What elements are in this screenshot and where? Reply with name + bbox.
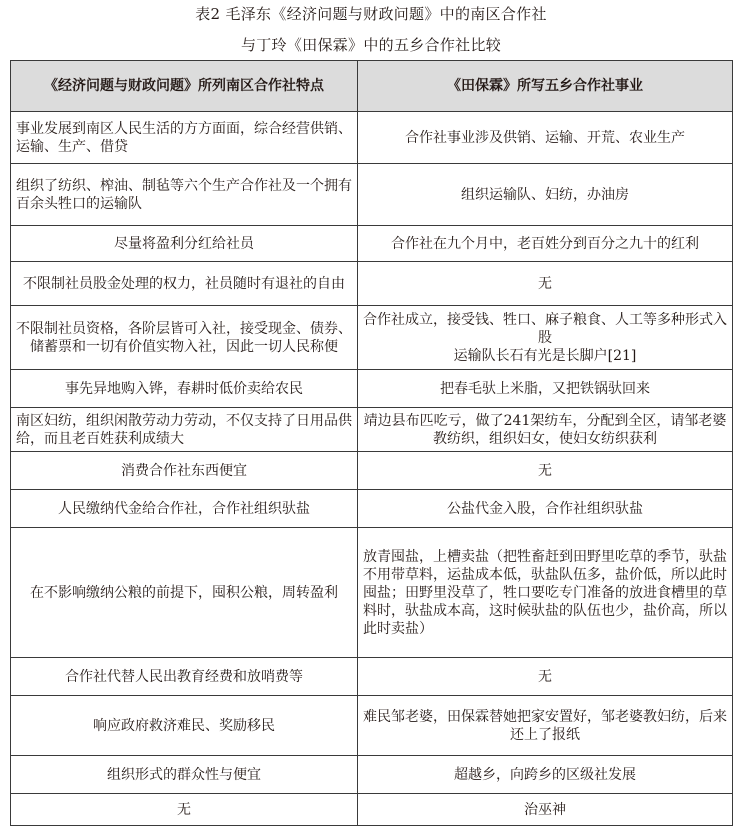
- row-9-nanqu: 人民缴纳代金给合作社，合作社组织驮盐: [11, 490, 358, 528]
- row-2-wuxiang: 组织运输队、妇纺，办油房: [358, 164, 733, 226]
- row-4-wuxiang: 无: [358, 262, 733, 306]
- table-caption-line-2: 与丁玲《田保霖》中的五乡合作社比较: [240, 36, 502, 54]
- table-row: [11, 262, 733, 306]
- row-6-nanqu: 事先异地购入铧，春耕时低价卖给农民: [11, 370, 358, 408]
- table-row: [11, 452, 733, 490]
- row-12-wuxiang: 难民邹老婆，田保霖替她把家安置好，邹老婆教妇纺，后来还上了报纸: [358, 696, 733, 756]
- comparison-table: [10, 60, 733, 826]
- row-8-nanqu: 消费合作社东西便宜: [11, 452, 358, 490]
- table-row: [11, 794, 733, 826]
- table-header-row: [11, 61, 733, 112]
- header-wuxiang-undertakings: 《田保霖》所写五乡合作社事业: [358, 61, 733, 112]
- row-1-nanqu: 事业发展到南区人民生活的方方面面，综合经营供销、运输、生产、借贷: [11, 112, 358, 164]
- row-13-nanqu: 组织形式的群众性与便宜: [11, 756, 358, 794]
- row-5-wuxiang-line-1: 合作社成立，接受钱、牲口、麻子粮食、人工等多种形式入股: [363, 311, 727, 346]
- table-row: [11, 408, 733, 452]
- row-9-wuxiang: 公盐代金入股，合作社组织驮盐: [358, 490, 733, 528]
- row-6-wuxiang: 把春毛驮上米脂，又把铁锅驮回来: [358, 370, 733, 408]
- table-row: [11, 756, 733, 794]
- header-nanqu-features: 《经济问题与财政问题》所列南区合作社特点: [11, 61, 358, 112]
- table-row: [11, 370, 733, 408]
- row-8-wuxiang: 无: [358, 452, 733, 490]
- table-row: [11, 528, 733, 658]
- table-caption-line-1: 表2 毛泽东《经济问题与财政问题》中的南区合作社: [195, 5, 547, 23]
- row-5-wuxiang-line-2: 运输队长石有光是长脚户[21]: [453, 347, 637, 364]
- row-7-nanqu: 南区妇纺，组织闲散劳动力劳动，不仅支持了日用品供给，而且老百姓获利成绩大: [11, 408, 358, 452]
- row-1-wuxiang: 合作社事业涉及供销、运输、开荒、农业生产: [358, 112, 733, 164]
- row-4-nanqu: 不限制社员股金处理的权力，社员随时有退社的自由: [11, 262, 358, 306]
- table-row: [11, 306, 733, 370]
- table-row: [11, 164, 733, 226]
- row-2-nanqu: 组织了纺织、榨油、制毡等六个生产合作社及一个拥有百余头牲口的运输队: [11, 164, 358, 226]
- table-row: [11, 226, 733, 262]
- row-10-wuxiang: 放青囤盐，上槽卖盐（把牲畜赶到田野里吃草的季节，驮盐不用带草料，运盐成本低，驮盐队伍多，盐价低，所以此时囤盐；田野里没草了，牲口要吃专门准备的放进食槽里的草料时，驮盐成本高，这时候驮盐的队伍也少，盐价高，所以此时卖盐）: [358, 528, 733, 658]
- row-3-wuxiang: 合作社在九个月中，老百姓分到百分之九十的红利: [358, 226, 733, 262]
- row-3-nanqu: 尽量将盈利分红给社员: [11, 226, 358, 262]
- table-row: [11, 696, 733, 756]
- row-14-nanqu: 无: [11, 794, 358, 826]
- row-13-wuxiang: 超越乡，向跨乡的区级社发展: [358, 756, 733, 794]
- row-11-nanqu: 合作社代替人民出教育经费和放哨费等: [11, 658, 358, 696]
- row-12-nanqu: 响应政府救济难民、奖励移民: [11, 696, 358, 756]
- row-11-wuxiang: 无: [358, 658, 733, 696]
- row-10-nanqu: 在不影响缴纳公粮的前提下，囤积公粮，周转盈利: [11, 528, 358, 658]
- table-row: [11, 490, 733, 528]
- row-5-nanqu: 不限制社员资格，各阶层皆可入社，接受现金、债券、储蓄票和一切有价值实物入社，因此一切人民称便: [11, 306, 358, 370]
- table-row: [11, 112, 733, 164]
- row-7-wuxiang: 靖边县布匹吃亏，做了241架纺车，分配到全区，请邹老婆教纺织，组织妇女，使妇女纺织获利: [358, 408, 733, 452]
- table-row: [11, 658, 733, 696]
- row-5-wuxiang: [358, 306, 733, 370]
- row-14-wuxiang: 治巫神: [358, 794, 733, 826]
